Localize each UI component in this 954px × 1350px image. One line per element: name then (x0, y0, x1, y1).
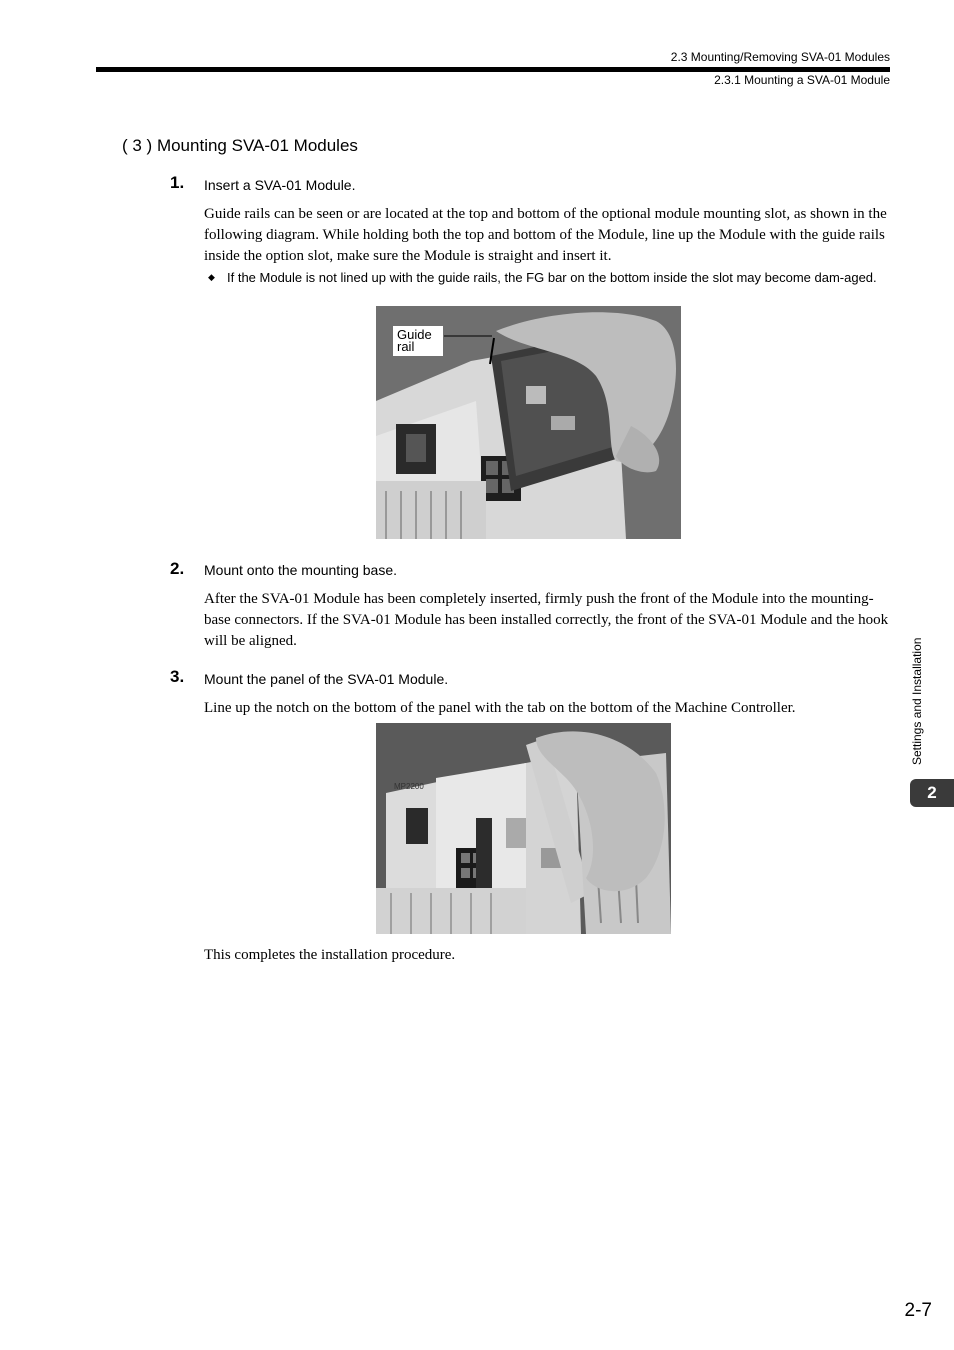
chapter-number-tab: 2 (910, 779, 954, 807)
note-bullet-icon: ◆ (208, 272, 215, 282)
photo-mounting-panel (376, 723, 671, 934)
header-subsection: 2.3.1 Mounting a SVA-01 Module (714, 73, 890, 87)
step-1-note: If the Module is not lined up with the guide rails, the FG bar on the bottom inside the slot may become dam-aged. (227, 270, 877, 285)
step-3-number: 3. (170, 667, 185, 686)
step-2-title: Mount onto the mounting base. (204, 562, 398, 578)
step-1-number: 1. (170, 173, 185, 192)
section-title: ( 3 ) Mounting SVA-01 Modules (122, 136, 358, 155)
step-1-body: Guide rails can be seen or are located at the top and bottom of the optional module mounting slot, as shown in the following diagram. While holding both the top and bottom of the Module, line up the Module with the guide rails inside the option slot, make sure the Module is straight and insert it. (204, 206, 887, 264)
step-1-title: Insert a SVA-01 Module. (204, 177, 356, 193)
guide-rail-callout: Guide rail (393, 326, 443, 356)
closing-text: This completes the installation procedure. (204, 947, 456, 963)
header-section: 2.3 Mounting/Removing SVA-01 Modules (670, 50, 890, 64)
page-number: 2-7 (904, 1300, 932, 1321)
step-2-number: 2. (170, 559, 185, 578)
photo2-model-label: MP2200 (394, 782, 424, 791)
step-3-title: Mount the panel of the SVA-01 Module. (204, 671, 449, 687)
header-rule (96, 67, 890, 72)
step-2-body: After the SVA-01 Module has been completely inserted, firmly push the front of the Module into the mounting-base connectors. If the SVA-01 Module has been installed correctly, the front of the SVA-01 Module and the hook will be aligned. (204, 591, 889, 649)
side-chapter-title: Settings and Installation (910, 637, 924, 765)
step-3-body: Line up the notch on the bottom of the panel with the tab on the bottom of the Machine Controller. (204, 700, 796, 716)
